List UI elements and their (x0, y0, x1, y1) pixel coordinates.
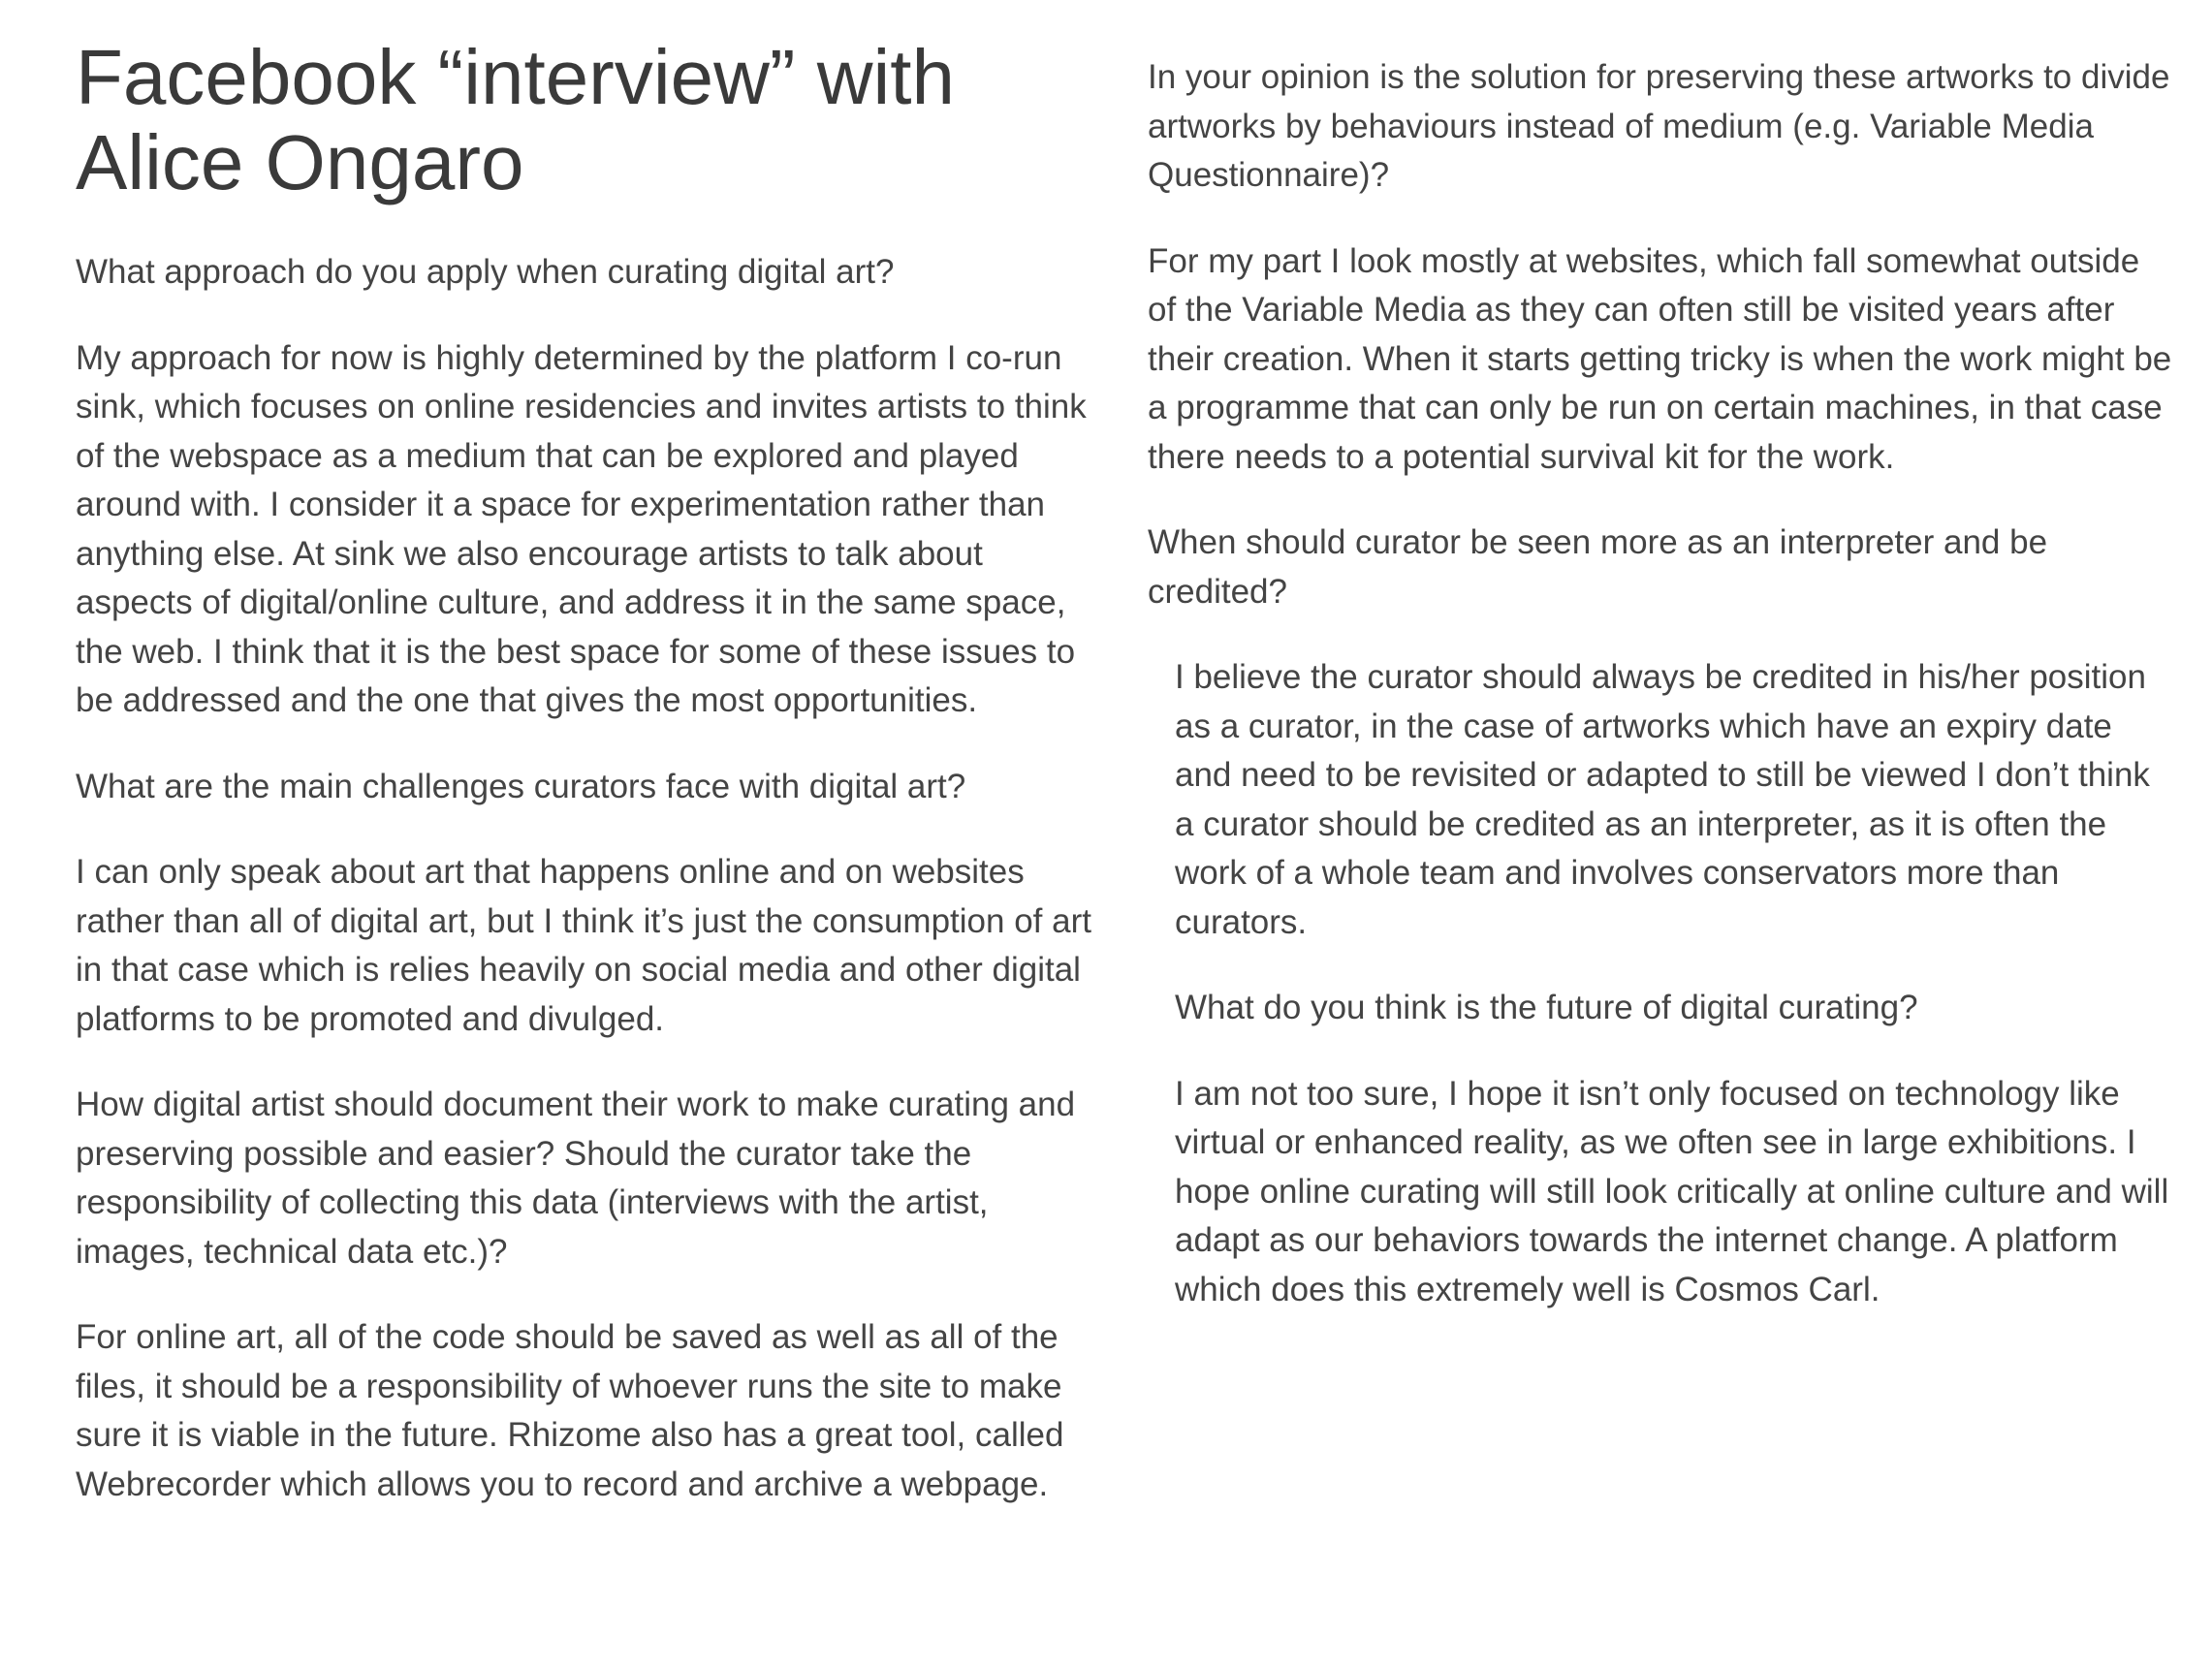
answer-documentation: For online art, all of the code should be saved as well as all of the files, it should be a responsibility of whoever runs the site to make sure it is viable in the future. Rhizome also has a great tool, called Webrecorder which allows you to record and archive a webpage. (76, 1318, 1064, 1503)
right-column (1148, 0, 2175, 1314)
question-main-challenges: What are the main challenges curators face with digital art? (76, 767, 966, 805)
question-preservation-behaviours: In your opinion is the solution for preserving these artworks to divide artworks by behaviours instead of medium (e.g. Variable Media Questionnaire)? (1148, 58, 2170, 194)
question-curator-interpreter: When should curator be seen more as an interpreter and be credited? (1148, 523, 2048, 611)
answer-curator-interpreter: I believe the curator should always be credited in his/her position as a curator, in the case of artworks which have an expiry date and need to be revisited or adapted to still be viewed I don’t think a curator should be credited as an interpreter, as it is often the work of a whole team and involves conservators more than curators. (1175, 658, 2150, 941)
question-future-curating: What do you think is the future of digital curating? (1175, 989, 1918, 1026)
question-documentation: How digital artist should document their work to make curating and preserving possible and easier? Should the curator take the responsibility of collecting this data (interviews with the artist, images, technical data etc.)? (76, 1086, 1076, 1271)
answer-curating-approach: My approach for now is highly determined by the platform I co-run sink, which focuses on online residencies and invites artists to think of the webspace as a medium that can be explored and played around with. I consider it a space for experimentation rather than anything else. At sink we also encourage artists to talk about aspects of digital/online culture, and address it in the same space, the web. I think that it is the best space for some of these issues to be addressed and the one that gives the most opportunities. (76, 338, 1087, 719)
answer-future-curating: I am not too sure, I hope it isn’t only focused on technology like virtual or enhanced reality, as we often see in large exhibitions. I hope online curating will still look critically at online culture and will adapt as our behaviors towards the internet change. A platform which does this extremely well is Cosmos Carl. (1175, 1074, 2169, 1308)
left-column (76, 0, 1093, 1509)
page-title: Facebook “interview” with Alice Ongaro (76, 34, 955, 205)
answer-main-challenges: I can only speak about art that happens online and on websites rather than all of digital art, but I think it’s just the consumption of art in that case which is relies heavily on social media and other digital platforms to be promoted and divulged. (76, 853, 1091, 1038)
question-curating-approach: What approach do you apply when curating digital art? (76, 253, 895, 291)
answer-preservation-behaviours: For my part I look mostly at websites, which fall somewhat outside of the Variable Media as they can often still be visited years after their creation. When it starts getting tricky is when the work might be a programme that can only be run on certain machines, in that case there needs to a potential survival kit for the work. (1148, 241, 2172, 476)
